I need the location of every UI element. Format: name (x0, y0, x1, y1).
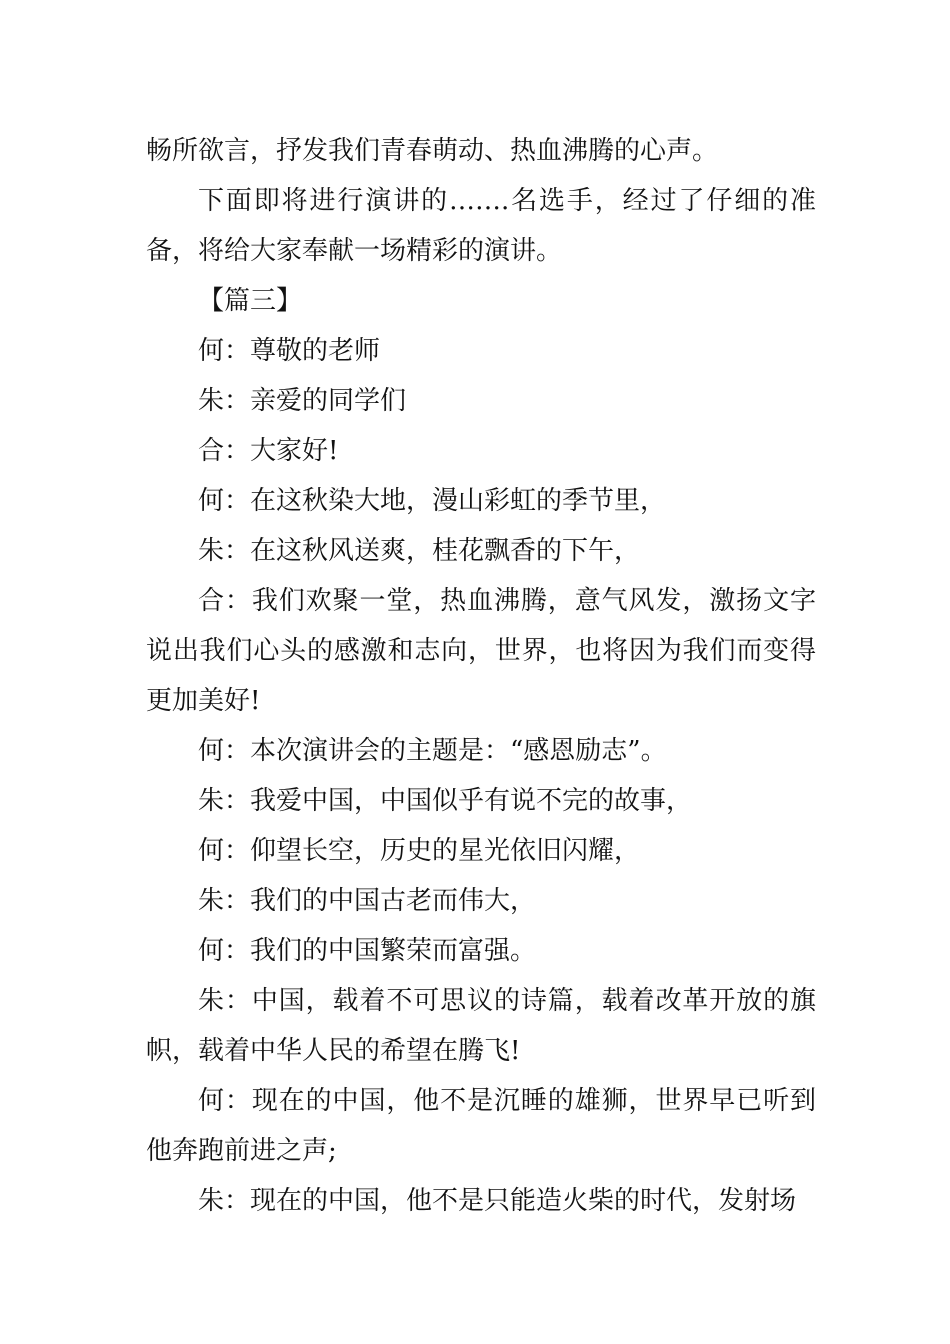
dialogue-line: 朱：中国，载着不可思议的诗篇，载着改革开放的旗帜，载着中华人民的希望在腾飞! (146, 986, 816, 1066)
dialogue-line: 朱：我们的中国古老而伟大， (198, 886, 537, 916)
section-heading: 【篇三】 (198, 286, 303, 316)
dialogue-line: 何：本次演讲会的主题是：“感恩励志”。 (198, 736, 667, 766)
dialogue-line: 朱：我爱中国，中国似乎有说不完的故事， (198, 786, 693, 816)
paragraph-intro: 下面即将进行演讲的…….名选手，经过了仔细的准备，将给大家奉献一场精彩的演讲。 (146, 186, 816, 266)
dialogue-line: 何：在这秋染大地，漫山彩虹的季节里， (198, 486, 667, 516)
dialogue-line: 朱：现在的中国，他不是只能造火柴的时代，发射场 (198, 1186, 797, 1216)
dialogue-line: 何：尊敬的老师 (198, 336, 381, 366)
dialogue-line: 合：大家好! (198, 436, 339, 466)
dialogue-line: 合：我们欢聚一堂，热血沸腾，意气风发，激扬文字说出我们心头的感激和志向，世界，也将因为我们而变得更加美好! (146, 586, 816, 716)
dialogue-line: 朱：在这秋风送爽，桂花飘香的下午， (198, 536, 641, 566)
paragraph-continuation: 畅所欲言，抒发我们青春萌动、热血沸腾的心声。 (146, 136, 719, 166)
dialogue-line: 何：仰望长空，历史的星光依旧闪耀， (198, 836, 641, 866)
document-body (146, 126, 816, 1226)
dialogue-line: 朱：亲爱的同学们 (198, 386, 407, 416)
dialogue-line: 何：现在的中国，他不是沉睡的雄狮，世界早已听到他奔跑前进之声; (146, 1086, 816, 1166)
dialogue-line: 何：我们的中国繁荣而富强。 (198, 936, 537, 966)
